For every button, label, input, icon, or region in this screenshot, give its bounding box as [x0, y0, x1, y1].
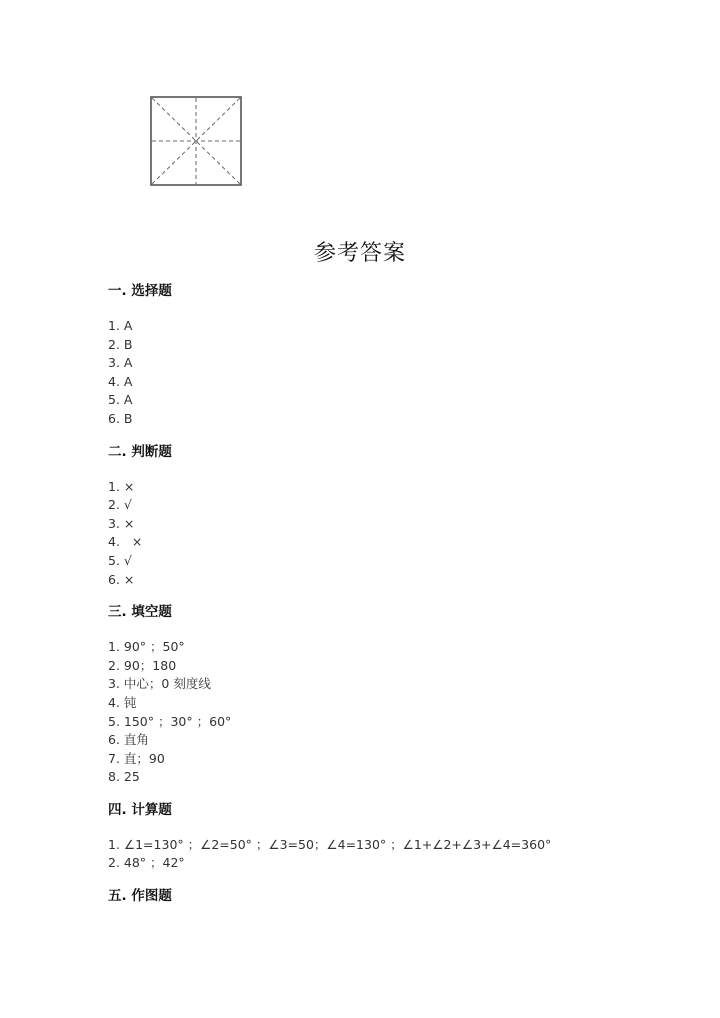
answer-item: 8. 25: [108, 769, 140, 785]
section-heading: 四. 计算题: [108, 801, 172, 818]
page-title: 参考答案: [313, 241, 406, 266]
answer-item: 2. √: [108, 497, 132, 513]
answer-item: 5. A: [108, 392, 133, 408]
answer-item: 4. 钝: [108, 694, 137, 710]
answer-item: 1. 90° ；50°: [108, 639, 185, 655]
answer-item: 5. 150° ；30° ；60°: [108, 713, 232, 729]
answer-item: 5. √: [108, 552, 132, 568]
answer-item: 1. A: [108, 318, 133, 333]
answer-item: 2. 48° ；42°: [108, 855, 185, 871]
section-calculation: [108, 801, 688, 873]
section-fill-in: [108, 603, 688, 787]
answer-item: 1. ×: [108, 478, 135, 494]
answer-item: 4. ×: [108, 534, 143, 550]
answer-item: 3. 中心；0 刻度线: [108, 676, 211, 692]
answer-sections: [108, 282, 688, 906]
answer-item: 6. ×: [108, 571, 135, 587]
answer-item: 3. A: [108, 355, 133, 371]
answer-item: 2. B: [108, 336, 133, 352]
answer-list: [108, 638, 688, 787]
section-heading: 一. 选择题: [108, 283, 172, 299]
answer-item: 6. B: [108, 410, 133, 426]
answer-list: [108, 317, 688, 429]
section-drawing: [108, 887, 688, 906]
answer-item: 4. A: [108, 373, 133, 389]
answer-list: [108, 478, 688, 590]
answer-item: 3. ×: [108, 515, 135, 531]
section-true-false: [108, 443, 688, 590]
answer-item: 6. 直角: [108, 732, 149, 748]
section-heading: 五. 作图题: [108, 888, 172, 905]
section-choice: [108, 282, 688, 429]
answer-list: [108, 836, 688, 873]
section-heading: 二. 判断题: [108, 443, 172, 460]
answer-item: 2. 90；180: [108, 657, 177, 673]
section-heading: 三. 填空题: [108, 604, 172, 621]
square-diagonal-grid-figure: [148, 95, 244, 187]
answer-item: 7. 直；90: [108, 750, 165, 766]
answer-item: 1. ∠1=130° ；∠2=50° ；∠3=50；∠4=130° ；∠1+∠2+∠3+∠4=360°: [108, 836, 552, 852]
